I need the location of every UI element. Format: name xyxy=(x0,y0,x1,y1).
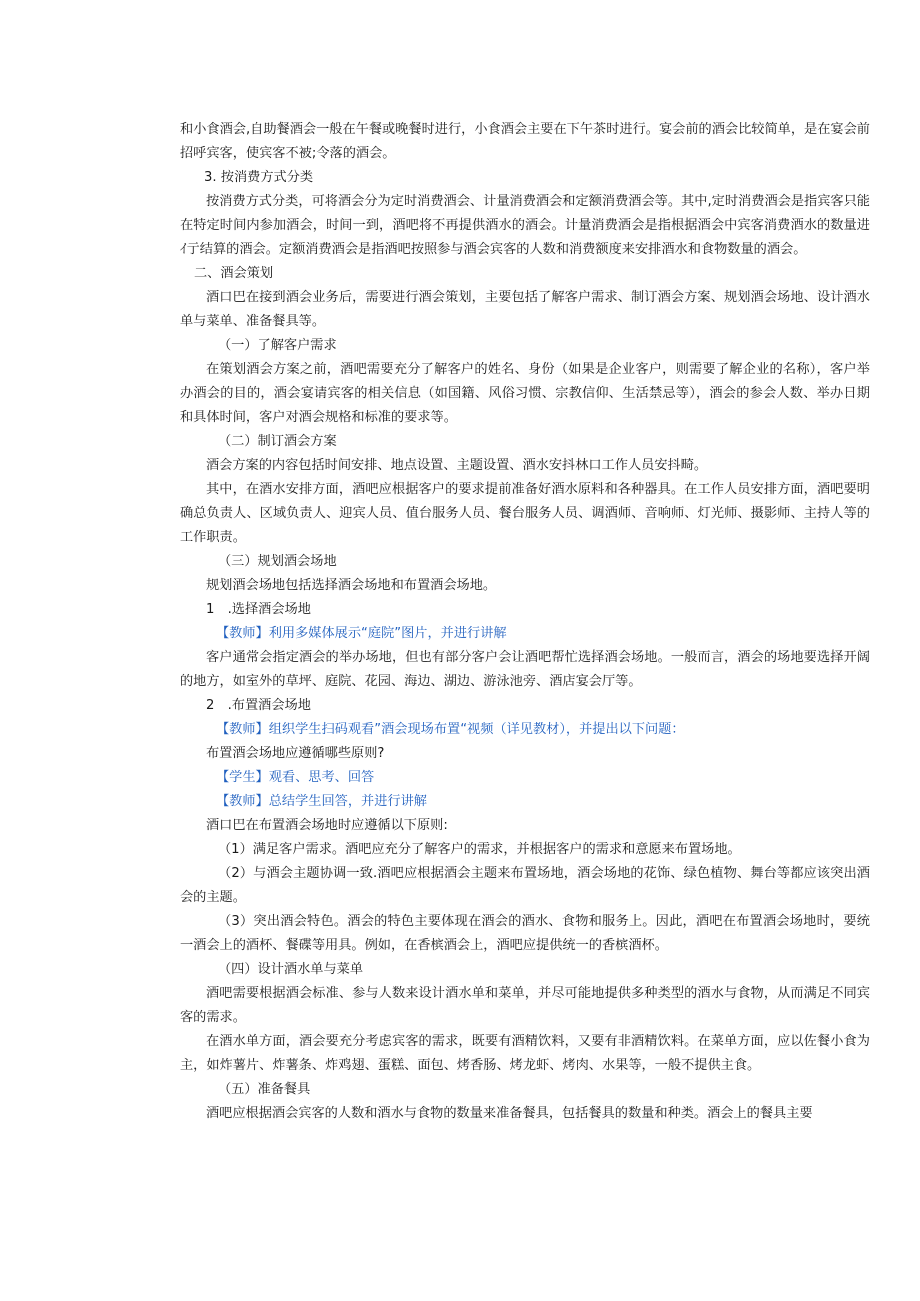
heading-by-consumption: 3. 按消费方式分类 xyxy=(204,170,314,185)
subheading-client-needs: （一）了解客户需求 xyxy=(218,338,337,353)
teacher-note-courtyard: 【教师】利用多媒体展示“庭院”图片，并进行讲解 xyxy=(216,626,507,641)
paragraph-venue-intro: 规划酒会场地包括选择酒会场地和布置酒会场地。 xyxy=(206,578,497,593)
principle-2: （2）与酒会主题协调一致.酒吧应根据酒会主题来布置场地，酒会场地的花饰、绿色植物、舞台等都应该突出酒会的主题。 xyxy=(180,866,870,905)
teacher-note-summary: 【教师】总结学生回答，并进行讲解 xyxy=(216,794,427,809)
question-principles: 布置酒会场地应遵循哪些原则? xyxy=(206,746,385,761)
subheading-tableware: （五）准备餐具 xyxy=(218,1082,311,1097)
paragraph-tableware: 酒吧应根据酒会宾客的人数和酒水与食物的数量来准备餐具，包括餐具的数量和种类。酒会上的餐具主要 xyxy=(206,1106,813,1121)
paragraph-banquet-types: 和小食酒会,自助餐酒会一般在午餐或晚餐时进行，小食酒会主要在下午茶时进行。宴会前的酒会比较简单，是在宴会前招呼宾客，使宾客不被;令落的酒会。 xyxy=(180,122,870,161)
subheading-plan: （二）制订酒会方案 xyxy=(218,434,337,449)
heading-arrange-venue: 2 .布置酒会场地 xyxy=(206,698,311,713)
principle-3: （3）突出酒会特色。酒会的特色主要体现在酒会的酒水、食物和服务上。因此，酒吧在布置酒会场地时，要统一酒会上的酒杯、餐碟等用具。例如，在香槟酒会上，酒吧应提供统一的香槟酒杯。 xyxy=(180,914,870,953)
principle-1: （1）满足客户需求。酒吧应充分了解客户的需求，并根据客户的需求和意愿来布置场地。 xyxy=(218,842,741,857)
subheading-venue: （三）规划酒会场地 xyxy=(218,554,337,569)
paragraph-menu-details: 在酒水单方面，酒会要充分考虑宾客的需求，既要有酒精饮料，又要有非酒精饮料。在菜单方面，应以佐餐小食为主，如炸薯片、炸薯条、炸鸡翅、蛋糕、面包、烤香肠、烤龙虾、烤肉、水果等，一般不提供主食。 xyxy=(180,1034,870,1073)
teacher-note-video: 【教师】组织学生扫码观看”酒会现场布置“视频（详见教材），并提出以下问题： xyxy=(216,722,685,737)
paragraph-client-needs: 在策划酒会方案之前，酒吧需要充分了解客户的姓名、身份（如果是企业客户，则需要了解企业的名称），客户举办酒会的目的，酒会宴请宾客的相关信息（如国籍、风俗习惯、宗教信仰、生活禁忌等），酒会的参会人数、举办日期和具体时间，客户对酒会规格和标准的要求等。 xyxy=(180,362,870,425)
section-heading-planning: 二、酒会策划 xyxy=(194,266,274,281)
paragraph-principles-intro: 酒口巴在布置酒会场地时应遵循以下原则: xyxy=(206,818,448,833)
subheading-menu: （四）设计酒水单与菜单 xyxy=(218,962,364,977)
heading-select-venue: 1 .选择酒会场地 xyxy=(206,602,311,617)
student-note: 【学生】观看、思考、回答 xyxy=(216,770,375,785)
paragraph-plan-content: 酒会方案的内容包括时间安排、地点设置、主题设置、酒水安抖林口工作人员安抖畸。 xyxy=(206,458,708,473)
paragraph-menu-design: 酒吧需要根据酒会标准、参与人数来设计酒水单和菜单，并尽可能地提供多种类型的酒水与食物，从而满足不同宾客的需求。 xyxy=(180,986,870,1025)
paragraph-consumption-types: 按消费方式分类，可将酒会分为定时消费酒会、计量消费酒会和定额消费酒会等。其中,定时消费酒会是指宾客只能在特定时间内参加酒会，时间一到，酒吧将不再提供酒水的酒会。计量消费酒会是指根据酒会中宾客消费酒水的数量进ｲ亍结算的酒会。定额消费酒会是指酒吧按照参与酒会宾客的人数和消费额度来安排酒水和食物数量的酒会。 xyxy=(180,194,870,257)
paragraph-planning-intro: 酒口巴在接到酒会业务后，需要进行酒会策划，主要包括了解客户需求、制订酒会方案、规划酒会场地、设计酒水单与菜单、准备餐具等。 xyxy=(180,290,870,329)
paragraph-select-venue: 客户通常会指定酒会的举办场地，但也有部分客户会让酒吧帮忙选择酒会场地。一般而言，酒会的场地要选择开阔的地方，如室外的草坪、庭院、花园、海边、湖边、游泳池旁、酒店宴会厅等。 xyxy=(180,650,870,689)
paragraph-plan-details: 其中，在酒水安排方面，酒吧应根据客户的要求提前准备好酒水原料和各种器具。在工作人员安排方面，酒吧要明确总负责人、区域负责人、迎宾人员、值台服务人员、餐台服务人员、调酒师、音响师、灯光师、摄影师、主持人等的工作职责。 xyxy=(180,482,870,545)
